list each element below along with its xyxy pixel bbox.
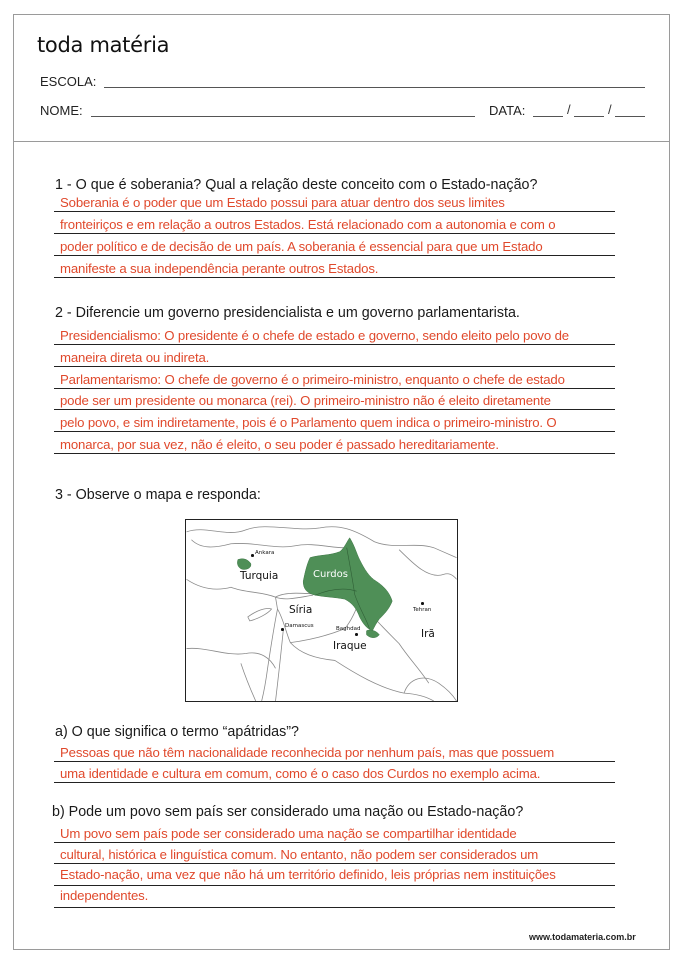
answer-line-text: Parlamentarismo: O chefe de governo é o primeiro-ministro, enquanto o chefe de estado <box>60 372 565 387</box>
answer-line-text: monarca, por sua vez, não é eleito, o seu poder é passado hereditariamente. <box>60 437 499 452</box>
city-label-tehran: Tehran <box>413 607 432 613</box>
answer-rule <box>54 842 615 843</box>
answer-line-text: Um povo sem país pode ser considerado uma nação se compartilhar identidade <box>60 826 517 841</box>
answer-rule <box>54 255 615 256</box>
city-label-ankara: Ankara <box>255 550 275 556</box>
region-label-curdos: Curdos <box>313 569 348 580</box>
answer-line-text: cultural, histórica e linguística comum. No entanto, não podem ser considerados um <box>60 847 539 862</box>
answer-line-text: fronteiriços e em relação a outros Estados. Está relacionado com a autonomia e com o <box>60 217 556 232</box>
answer-line-text: Estado-nação, uma vez que não há um território definido, leis próprias nem instituições <box>60 867 556 882</box>
answer-rule <box>54 233 615 234</box>
answer-line-text: Presidencialismo: O presidente é o chefe de estado e governo, sendo eleito pelo povo de <box>60 328 569 343</box>
answer-rule <box>54 885 615 886</box>
answer-rule <box>54 863 615 864</box>
answer-line-text: manifeste a sua independência perante outros Estados. <box>60 261 379 276</box>
border-line <box>262 609 278 701</box>
answer-rule <box>54 431 615 432</box>
answer-rule <box>54 366 615 367</box>
answer-rule <box>54 388 615 389</box>
answer-line-text: pode ser um presidente ou monarca (rei). O primeiro-ministro não é eleito diretamente <box>60 393 551 408</box>
answer-line-text: maneira direta ou indireta. <box>60 350 210 365</box>
answer-line-text: independentes. <box>60 888 149 903</box>
question-1-prompt: 1 - O que é soberania? Qual a relação deste conceito com o Estado-nação? <box>55 177 538 193</box>
border-line <box>186 579 313 598</box>
school-field[interactable] <box>104 87 645 88</box>
border-line <box>186 648 275 668</box>
question-2-prompt: 2 - Diferencie um governo presidencialista e um governo parlamentarista. <box>55 305 520 321</box>
answer-line-text: poder político e de decisão de um país. A soberania é essencial para que um Estado <box>60 239 543 254</box>
answer-line-text: Pessoas que não têm nacionalidade reconhecida por nenhum país, mas que possuem <box>60 745 555 760</box>
name-label: NOME: <box>40 103 83 118</box>
city-label-baghdad: Baghdad <box>336 626 361 632</box>
answer-rule <box>54 782 615 783</box>
border-line <box>276 629 284 701</box>
city-dot-baghdad <box>355 633 358 636</box>
border-line <box>404 678 456 701</box>
name-field[interactable] <box>91 116 475 117</box>
date-separator: / <box>567 102 571 117</box>
cyprus-outline <box>248 609 272 621</box>
border-line <box>241 663 256 701</box>
country-label-ira: Irã <box>421 628 435 640</box>
city-label-damascus: Damascus <box>285 623 314 629</box>
country-label-siria: Síria <box>289 604 313 616</box>
date-month-field[interactable] <box>574 116 604 117</box>
map-figure <box>185 519 458 702</box>
city-dot-tehran <box>421 602 424 605</box>
answer-line-text: pelo povo, e sim indiretamente, pois é o Parlamento quem indica o primeiro-ministro. O <box>60 415 557 430</box>
date-year-field[interactable] <box>615 116 645 117</box>
answer-line-text: Soberania é o poder que um Estado possui para atuar dentro dos seus limites <box>60 195 505 210</box>
city-dot-ankara <box>251 554 254 557</box>
answer-rule <box>54 907 615 908</box>
question-3-prompt: 3 - Observe o mapa e responda: <box>55 487 261 503</box>
answer-rule <box>54 277 615 278</box>
footer-url[interactable]: www.todamateria.com.br <box>529 932 636 942</box>
border-line <box>186 527 456 558</box>
answer-rule <box>54 409 615 410</box>
answer-rule <box>54 344 615 345</box>
school-label: ESCOLA: <box>40 74 97 89</box>
country-label-turquia: Turquia <box>240 570 279 582</box>
header-divider <box>13 141 670 142</box>
answer-rule <box>54 453 615 454</box>
border-line <box>191 540 354 548</box>
country-label-iraque: Iraque <box>333 640 367 652</box>
logo: toda matéria <box>37 33 170 57</box>
answer-rule <box>54 761 615 762</box>
city-dot-damascus <box>281 628 284 631</box>
date-label: DATA: <box>489 103 526 118</box>
question-a-prompt: a) O que significa o termo “apátridas”? <box>55 724 299 740</box>
answer-rule <box>54 211 615 212</box>
answer-line-text: uma identidade e cultura em comum, como é o caso dos Curdos no exemplo acima. <box>60 766 541 781</box>
question-b-prompt: b) Pode um povo sem país ser considerado uma nação ou Estado-nação? <box>52 804 524 820</box>
date-day-field[interactable] <box>533 116 563 117</box>
date-separator: / <box>608 102 612 117</box>
